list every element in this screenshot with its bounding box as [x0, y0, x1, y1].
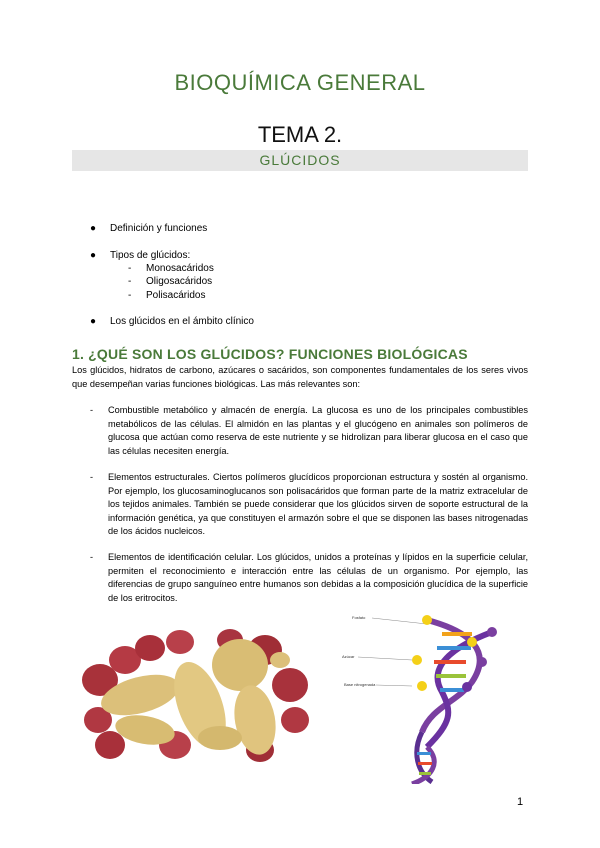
bullet-icon: ●	[90, 316, 97, 327]
dna-diagram	[332, 612, 522, 784]
function-item-text: Elementos estructurales. Ciertos polímeros glucídicos proporcionan estructura y sostén al organismo. Por ejemplo, los glucosaminoglucanos son polisacáridos que forman parte de la matriz extracelular de los tejidos animales. También se puede considerar que los glúcidos sirven de soporte estructural de la información genética, ya que constituyen el armazón sobre el que se disponen las bases nitrogenadas de los ácidos nucleicos.	[108, 472, 528, 537]
label-azucar: Azúcar	[342, 654, 355, 659]
toc-item-tipos	[90, 250, 190, 261]
bullet-icon: ●	[90, 250, 97, 261]
toc-subitem-oligo	[128, 276, 212, 287]
document-title: BIOQUÍMICA GENERAL	[174, 70, 426, 95]
label-lines	[358, 618, 427, 686]
toc-item-label: Definición y funciones	[110, 223, 208, 234]
section-heading: 1. ¿QUÉ SON LOS GLÚCIDOS? FUNCIONES BIOLÓGICAS	[72, 346, 468, 362]
potatoes-image	[80, 620, 315, 765]
toc-subitem-label: Oligosacáridos	[146, 276, 213, 287]
toc-subitem-poli	[128, 290, 205, 301]
toc-item-label: Los glúcidos en el ámbito clínico	[110, 316, 254, 327]
toc-subitem-mono	[128, 263, 214, 274]
toc-item-clinico	[90, 316, 254, 327]
toc-item-definicion	[90, 223, 207, 234]
toc-subitem-label: Monosacáridos	[146, 263, 214, 274]
label-fosfato: Fosfato	[352, 615, 366, 620]
toc-subitem-label: Polisacáridos	[146, 290, 206, 301]
page-number: 1	[517, 796, 524, 808]
function-item-text: Combustible metabólico y almacén de energía. La glucosa es uno de los principales combustibles metabólicos de las células. El almidón en las plantas y el glucógeno en animales son polímeros de glucosa que actúan como reserva de este nutriente y se hidrolizan para liberar glucosa en el caso que las células necesiten energía.	[108, 405, 528, 456]
dash-marker: -	[128, 263, 132, 274]
function-item-text: Elementos de identificación celular. Los glúcidos, unidos a proteínas y lípidos en la superficie celular, permiten el reconocimiento e interacción entre las células de un organismo. Por ejemplo, las diferencias de grupo sanguíneo entre humanos son debidas a la composición glucídica de la superficie de los eritrocitos.	[108, 552, 528, 603]
dash-marker: -	[128, 276, 132, 287]
dash-marker: -	[90, 552, 94, 562]
dna-labels	[342, 615, 376, 687]
tema-heading: TEMA 2.	[257, 122, 343, 147]
bullet-icon: ●	[90, 223, 97, 234]
subtitle-text: GLÚCIDOS	[259, 152, 341, 168]
dash-marker: -	[90, 405, 94, 415]
function-item-energy	[90, 404, 528, 458]
function-item-structural	[90, 471, 528, 539]
dash-marker: -	[128, 290, 132, 301]
dash-marker: -	[90, 472, 94, 482]
helix-upper	[422, 620, 492, 747]
label-base-nitrogenada: Base nitrogenada	[344, 682, 376, 687]
toc-item-label: Tipos de glúcidos:	[110, 250, 191, 261]
subtitle-bar	[72, 150, 528, 171]
function-item-identification	[90, 551, 528, 605]
section-intro: Los glúcidos, hidratos de carbono, azúcares o sacáridos, son componentes fundamentales de los seres vivos que desempeñan varias funciones biológicas. Las más relevantes son:	[72, 365, 528, 389]
